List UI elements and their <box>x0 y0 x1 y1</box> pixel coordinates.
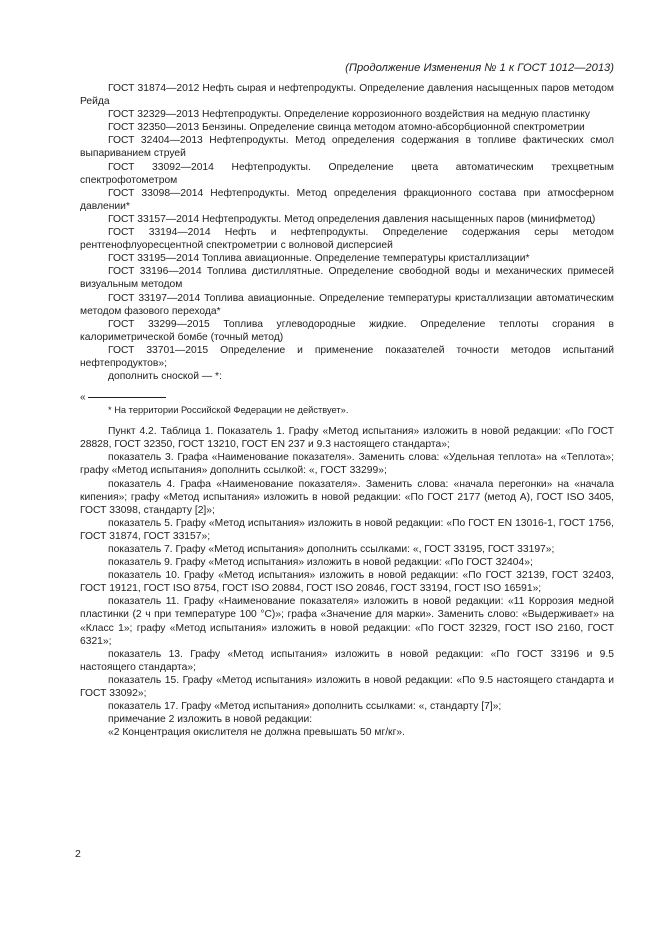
standards-list <box>80 82 614 370</box>
standard-entry: ГОСТ 33157—2014 Нефтепродукты. Метод определения давления насыщенных паров (минифметод) <box>108 213 596 225</box>
standard-entry: ГОСТ 33196—2014 Топлива дистиллятные. Определение свободной воды и механических примесей визуальным методом <box>80 266 614 291</box>
clause-paragraph: показатель 5. Графу «Метод испытания» изложить в новой редакции: «По ГОСТ EN 13016-1, ГОСТ 1756, ГОСТ 31874, ГОСТ 33157»; <box>80 517 614 542</box>
footnote-text: * На территории Российской Федерации не действует». <box>108 405 349 416</box>
amendment-clauses <box>80 425 614 739</box>
clause-paragraph: показатель 7. Графу «Метод испытания» дополнить ссылками: «, ГОСТ 33195, ГОСТ 33197»; <box>108 544 555 555</box>
standard-entry: ГОСТ 31874—2012 Нефть сырая и нефтепродукты. Определение давления насыщенных паров методом Рейда <box>80 83 614 108</box>
clause-paragraph: показатель 3. Графа «Наименование показателя». Заменить слова: «Удельная теплота» на «Теплота»; графу «Метод испытания» дополнить ссылкой: «, ГОСТ 33299»; <box>80 452 614 477</box>
clause-paragraph: Пункт 4.2. Таблица 1. Показатель 1. Графу «Метод испытания» изложить в новой редакции: «По ГОСТ 28828, ГОСТ 32350, ГОСТ 13210, ГОСТ EN 237 и 9.3 настоящего стандарта»; <box>80 426 614 451</box>
clause-paragraph: «2 Концентрация окислителя не должна превышать 50 мг/кг». <box>108 727 405 739</box>
clause-paragraph: показатель 13. Графу «Метод испытания» изложить в новой редакции: «По ГОСТ 33196 и 9.5 настоящего стандарта»; <box>80 648 614 673</box>
standard-entry: ГОСТ 33195—2014 Топлива авиационные. Определение температуры кристаллизации* <box>108 253 530 265</box>
continuation-header: (Продолжение Изменения № 1 к ГОСТ 1012—2013) <box>345 62 614 74</box>
clause-paragraph: показатель 17. Графу «Метод испытания» дополнить ссылками: «, стандарту [7]»; <box>108 701 502 713</box>
standard-entry: ГОСТ 32350—2013 Бензины. Определение свинца методом атомно-абсорбционной спектрометрии <box>108 122 585 134</box>
page-number: 2 <box>75 848 81 860</box>
clause-paragraph: показатель 10. Графу «Метод испытания» изложить в новой редакции: «По ГОСТ 32139, ГОСТ 32403, ГОСТ 19121, ГОСТ ISO 8754, ГОСТ ISO 20884, ГОСТ ISO 20846, ГОСТ 33194, ГОСТ ISO 16591»; <box>80 570 614 595</box>
standard-entry: ГОСТ 32404—2013 Нефтепродукты. Метод определения содержания в топливе фактических смол выпариванием струей <box>80 135 614 160</box>
standard-entry: ГОСТ 32329—2013 Нефтепродукты. Определение коррозионного воздействия на медную пластинку <box>108 109 591 121</box>
standard-entry: ГОСТ 33098—2014 Нефтепродукты. Метод определения фракционного состава при атмосферном давлении* <box>80 187 614 212</box>
standard-entry: ГОСТ 33092—2014 Нефтепродукты. Определение цвета автоматическим трехцветным спектрофотометром <box>80 161 614 186</box>
standard-entry: ГОСТ 33194—2014 Нефть и нефтепродукты. Определение содержания серы методом рентгенофлуоресцентной спектрометрии с волновой дисперсией <box>80 227 614 252</box>
standard-entry: ГОСТ 33701—2015 Определение и применение показателей точности методов испытаний нефтепродуктов»; <box>80 344 614 369</box>
standard-entry: ГОСТ 33197—2014 Топлива авиационные. Определение температуры кристаллизации автоматическим методом фазового перехода* <box>80 292 614 317</box>
document-body <box>80 82 614 739</box>
footnote-open-quote: « <box>80 392 86 404</box>
clause-paragraph: примечание 2 изложить в новой редакции: <box>108 714 313 726</box>
add-footnote-instruction: дополнить сноской — *: <box>108 371 222 383</box>
clause-paragraph: показатель 15. Графу «Метод испытания» изложить в новой редакции: «По 9.5 настоящего стандарта и ГОСТ 33092»; <box>80 674 614 700</box>
clause-paragraph: показатель 11. Графу «Наименование показателя» изложить в новой редакции: «11 Коррозия медной пластинки (2 ч при температуре 100 °C)»; графа «Значение для марки». Заменить слово: «Выдерживает» на «Класс 1»; графу «Метод испытания» изложить в новой редакции: «По ГОСТ 32329, ГОСТ ISO 2160, ГОСТ 6321»; <box>80 596 614 647</box>
clause-paragraph: показатель 9. Графу «Метод испытания» изложить в новой редакции: «По ГОСТ 32404»; <box>108 557 533 569</box>
footnote-separator-rule <box>88 397 166 398</box>
spacer <box>80 416 614 425</box>
footnote-block <box>80 392 614 416</box>
spacer <box>80 383 614 392</box>
standard-entry: ГОСТ 33299—2015 Топлива углеводородные жидкие. Определение теплоты сгорания в калориметрической бомбе (точный метод) <box>80 318 614 343</box>
clause-paragraph: показатель 4. Графа «Наименование показателя». Заменить слова: «начала перегонки» на «начала кипения»; графу «Метод испытания» изложить в новой редакции: «По ГОСТ 2177 (метод А), ГОСТ ISO 3405, ГОСТ 33098, стандарту [2]»; <box>80 478 614 516</box>
